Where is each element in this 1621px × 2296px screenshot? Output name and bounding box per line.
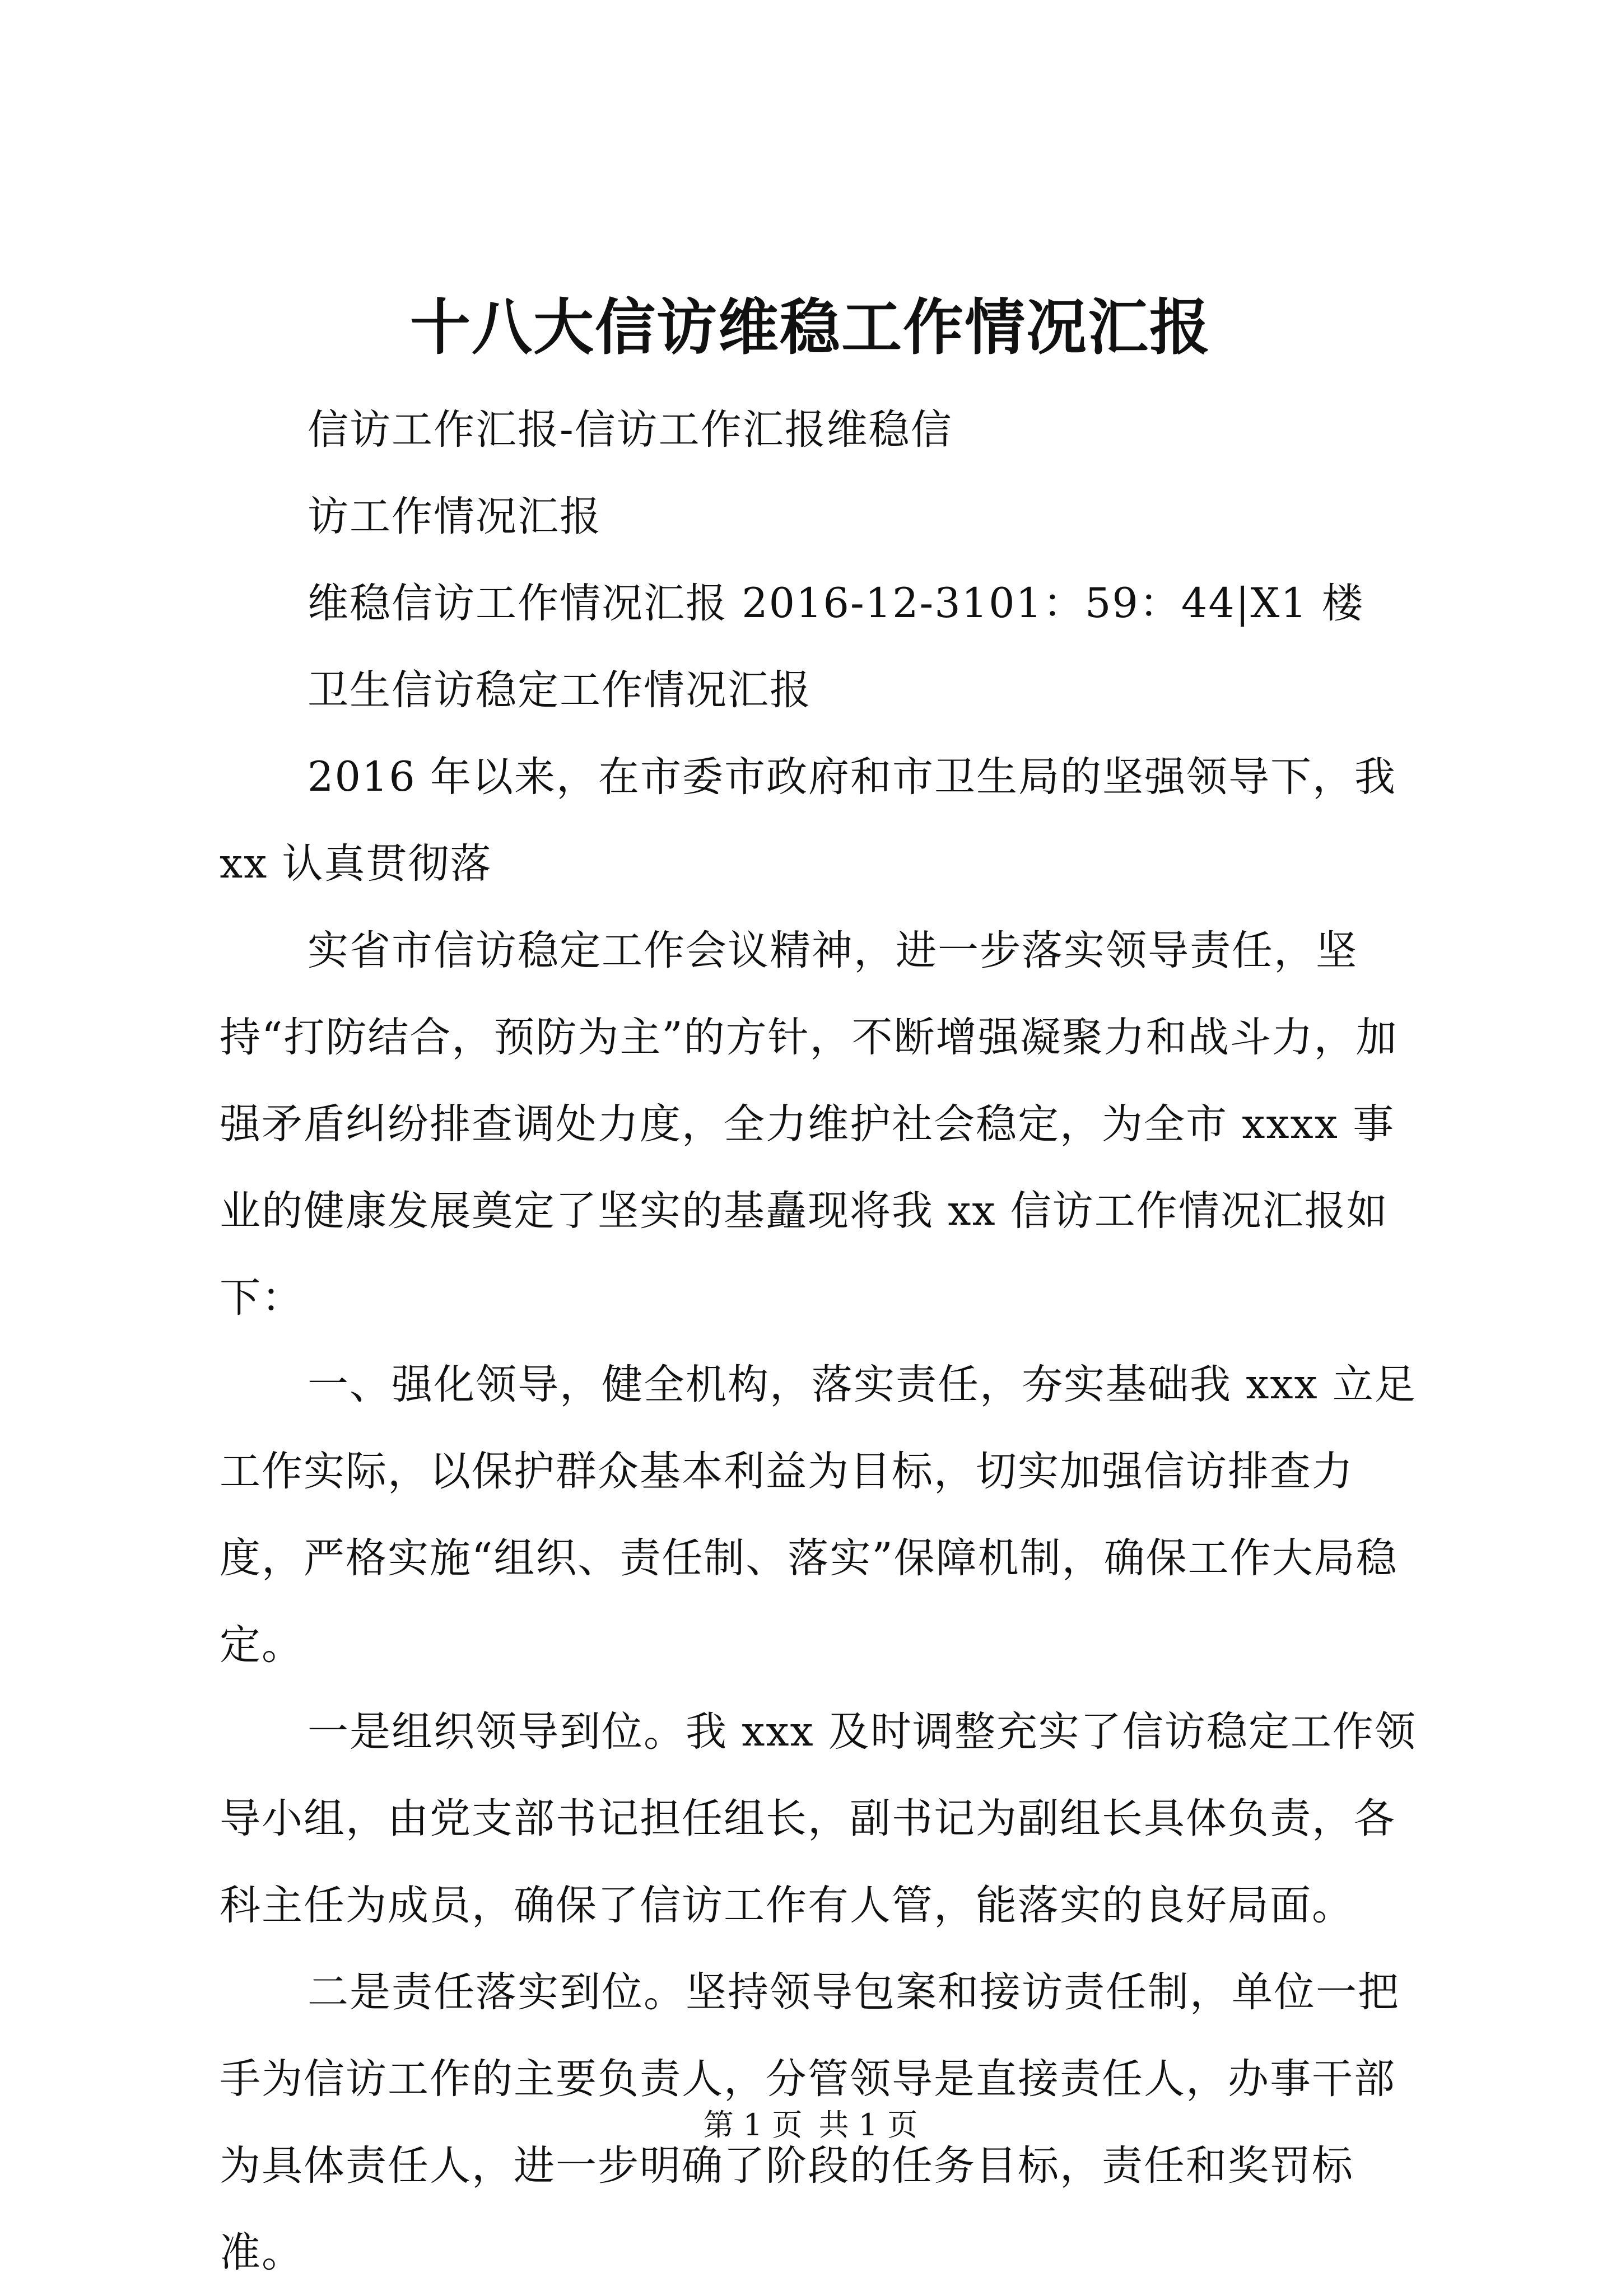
- paragraph-organization: 一是组织领导到位。我 xxx 及时调整充实了信访稳定工作领导小组，由党支部书记担任组长，副书记为副组长具体负责，各科主任为成员，确保了信访工作有人管，能落实的良好局面。: [220, 1708, 1417, 1929]
- document-title: 十八大信访维稳工作情况汇报: [409, 292, 1211, 363]
- paragraph-source-line-1: 信访工作汇报-信访工作汇报维稳信: [308, 406, 953, 454]
- paragraph-subtitle: 卫生信访稳定工作情况汇报: [308, 666, 812, 714]
- page-number: 第 1 页: [703, 2107, 803, 2143]
- paragraph-responsibility: 二是责任落实到位。坚持领导包案和接访责任制，单位一把手为信访工作的主要负责人，分管领导是直接责任人，办事干部为具体责任人，进一步明确了阶段的任务目标，责任和奖罚标准。: [220, 1968, 1400, 2276]
- page-footer: [0, 2106, 1621, 2145]
- paragraph-source-line-2: 访工作情况汇报: [308, 493, 602, 540]
- document-body: [220, 386, 1424, 2296]
- paragraph-spirit: 实省市信访稳定工作会议精神，进一步落实领导责任，坚持“打防结合，预防为主”的方针，不断增强凝聚力和战斗力，加强矛盾纠纷排查调处力度，全力维护社会稳定，为全市 xxxx 事业的健康发展奠定了坚实的基矗现将我 xx 信访工作情况汇报如下：: [220, 927, 1398, 1322]
- paragraph-section-one: 一、强化领导，健全机构，落实责任，夯实基础我 xxx 立足工作实际，以保护群众基本利益为目标，切实加强信访排查力度，严格实施“组织、责任制、落实”保障机制，确保工作大局稳定。: [220, 1361, 1417, 1669]
- paragraph-source-line-3: 维稳信访工作情况汇报 2016-12-3101：59：44|X1 楼: [308, 580, 1364, 627]
- page-total: 共 1 页: [818, 2107, 918, 2143]
- paragraph-intro: 2016 年以来，在市委市政府和市卫生局的坚强领导下，我 xx 认真贯彻落: [220, 753, 1396, 888]
